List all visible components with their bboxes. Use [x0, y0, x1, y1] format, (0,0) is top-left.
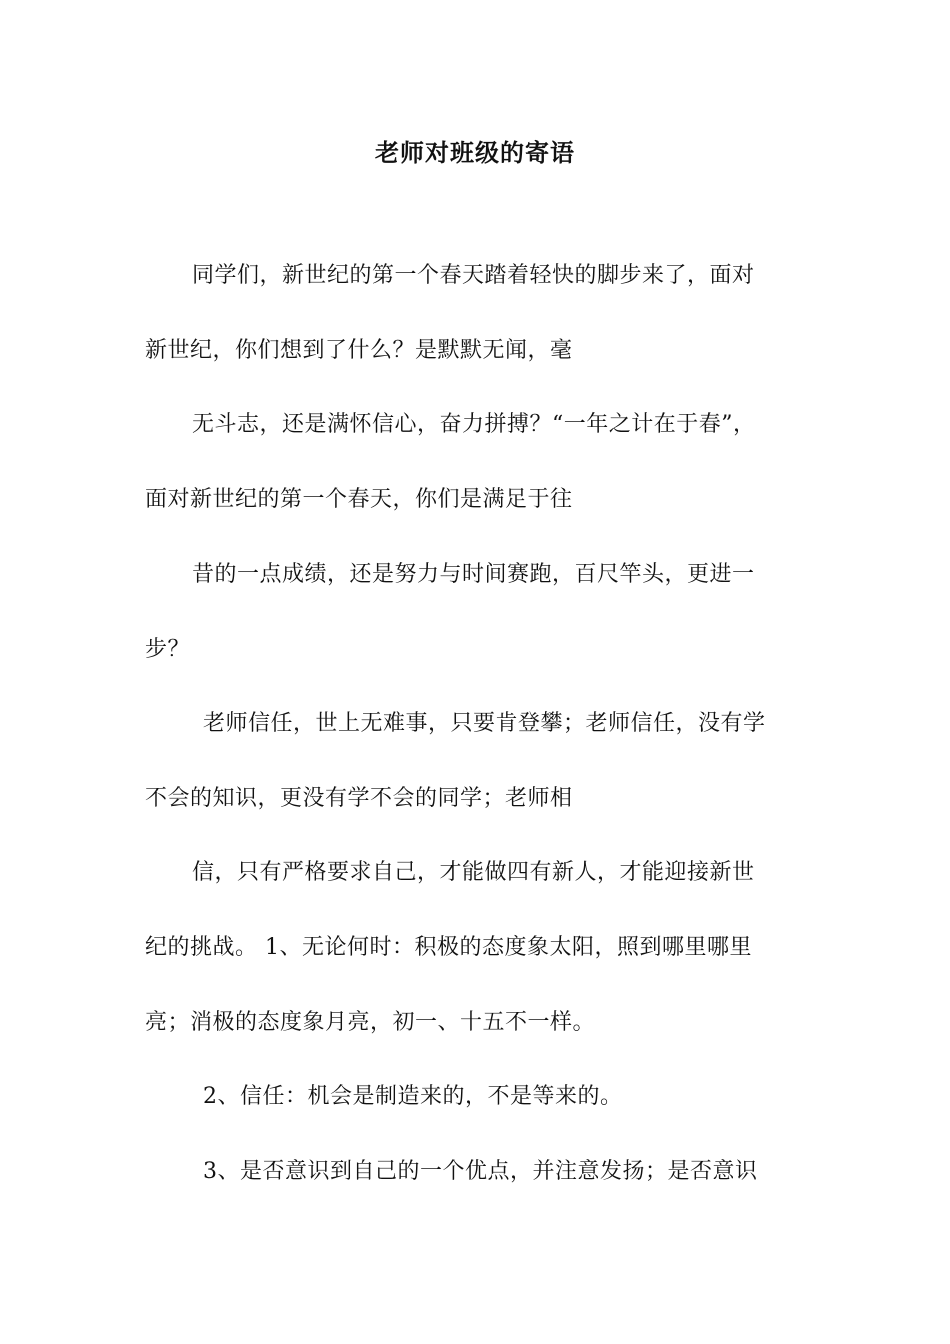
paragraph-line: 亮；消极的态度象月亮，初一、十五不一样。 [145, 1010, 596, 1035]
paragraph-line: 步？ [145, 637, 191, 662]
paragraph-line: 新世纪，你们想到了什么？是默默无闻，毫 [145, 338, 573, 363]
paragraph-line: 无斗志，还是满怀信心，奋力拼搏？“一年之计在于春”， [192, 412, 756, 437]
paragraph-line: 同学们，新世纪的第一个春天踏着轻快的脚步来了，面对 [192, 263, 755, 288]
paragraph-line: 昔的一点成绩，还是努力与时间赛跑，百尺竿头，更进一 [192, 562, 755, 587]
paragraph-line: 3、是否意识到自己的一个优点，并注意发扬；是否意识 [203, 1159, 758, 1184]
paragraph-line: 2、信任：机会是制造来的，不是等来的。 [203, 1084, 623, 1109]
paragraph-line: 信，只有严格要求自己，才能做四有新人，才能迎接新世 [192, 860, 755, 885]
paragraph-line: 纪的挑战。 1、无论何时：积极的态度象太阳，照到哪里哪里 [145, 935, 752, 960]
paragraph-line: 老师信任，世上无难事，只要肯登攀；老师信任，没有学 [203, 711, 766, 736]
document-title: 老师对班级的寄语 [375, 138, 575, 167]
paragraph-line: 不会的知识，更没有学不会的同学；老师相 [145, 786, 573, 811]
paragraph-line: 面对新世纪的第一个春天，你们是满足于往 [145, 487, 573, 512]
